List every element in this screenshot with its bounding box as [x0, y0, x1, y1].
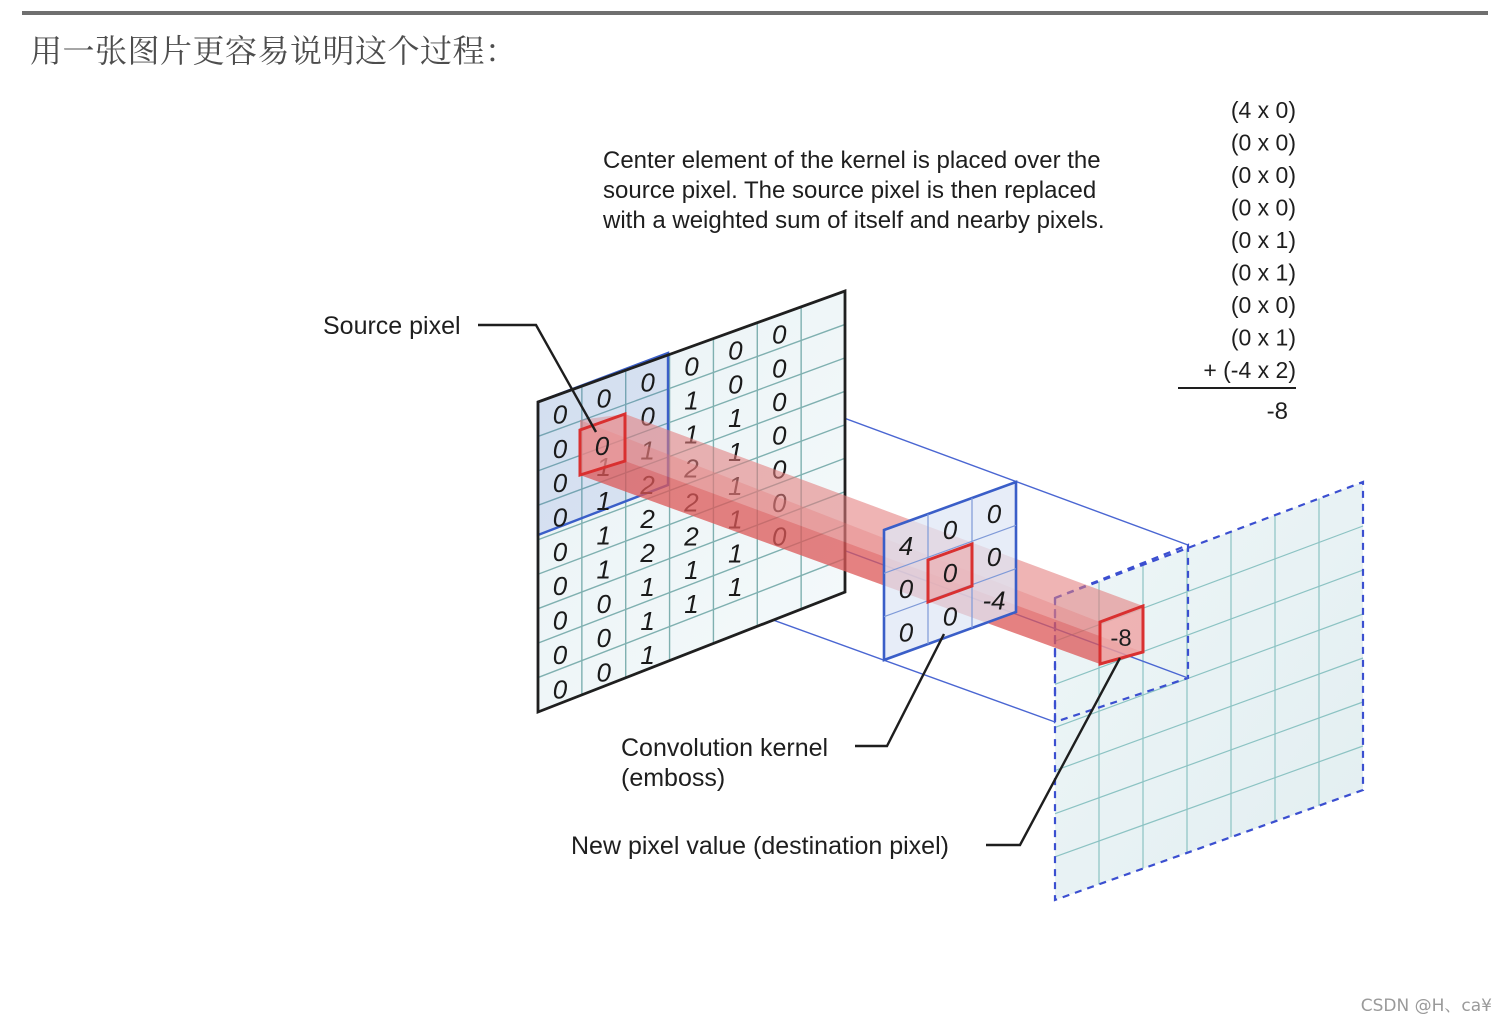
source-cell-value: 1	[728, 572, 743, 603]
source-pixel-label: Source pixel	[323, 312, 461, 340]
watermark: CSDN @H、ca¥	[1360, 996, 1492, 1016]
computation-result: -8	[1266, 398, 1288, 425]
kernel-cell-value: 0	[942, 601, 958, 632]
description-line: source pixel. The source pixel is then replaced	[603, 177, 1097, 204]
kernel-label-emboss: (emboss)	[621, 764, 726, 792]
kernel-cell-value: 0	[898, 574, 914, 605]
source-cell-value: 0	[771, 386, 787, 417]
source-cell-value: 0	[552, 536, 568, 567]
computation-term: (4 x 0)	[1230, 97, 1296, 123]
source-cell-value: 0	[771, 420, 787, 451]
source-cell-value: 0	[552, 571, 568, 602]
source-cell-value: 0	[728, 369, 743, 400]
description-line: with a weighted sum of itself and nearby pixels.	[603, 207, 1105, 234]
source-cell-value: 1	[684, 555, 699, 586]
convolution-kernel	[884, 482, 1016, 660]
source-cell-value: 0	[552, 605, 568, 636]
kernel-cell-value: 0	[942, 514, 958, 545]
source-cell-value: 0	[728, 335, 743, 366]
source-cell-value: 1	[684, 385, 699, 416]
source-pixel-value: 0	[594, 431, 610, 461]
source-cell-value: 0	[640, 401, 655, 432]
computation-term: (0 x 0)	[1230, 194, 1296, 221]
source-cell-value: 1	[684, 589, 699, 620]
computation-term: (0 x 0)	[1230, 162, 1296, 188]
source-cell-value: 1	[596, 554, 612, 585]
source-cell-value: 0	[552, 502, 568, 533]
source-cell-value: 1	[728, 437, 743, 468]
computation-term: (0 x 0)	[1230, 129, 1296, 156]
computation-term: (0 x 1)	[1230, 227, 1296, 253]
description-line: Center element of the kernel is placed over the	[603, 147, 1101, 174]
destination-pixel-value: -8	[1110, 625, 1132, 652]
kernel-cell-value: 0	[986, 542, 1002, 573]
source-cell-value: 0	[771, 319, 787, 350]
source-cell-value: 0	[771, 454, 787, 485]
source-cell-value: 0	[596, 588, 612, 619]
source-cell-value: 0	[771, 353, 787, 384]
source-cell-value: 1	[728, 538, 743, 569]
page-heading: 用一张图片更容易说明这个过程：	[30, 32, 518, 70]
computation-term: (0 x 0)	[1230, 292, 1296, 318]
source-cell-value: 2	[640, 503, 655, 534]
source-cell-value: 1	[596, 486, 612, 517]
source-cell-value: 0	[552, 674, 568, 705]
computation-column	[1203, 97, 1296, 383]
source-cell-value: 2	[640, 537, 655, 568]
kernel-cell-value: 4	[898, 530, 914, 561]
kernel-cell-value: 0	[986, 498, 1002, 529]
computation-term: (0 x 1)	[1230, 259, 1296, 286]
source-cell-value: 0	[596, 623, 612, 654]
source-cell-value: 0	[596, 657, 612, 688]
source-cell-value: 1	[596, 520, 612, 551]
kernel-label: Convolution kernel	[621, 734, 829, 762]
source-cell-value: 0	[640, 367, 655, 398]
description-text	[602, 147, 1105, 234]
source-cell-value: 2	[684, 521, 699, 552]
source-cell-value: 1	[640, 640, 655, 671]
source-cell-value: 0	[684, 351, 699, 382]
kernel-cell-value: 0	[942, 558, 958, 589]
new-pixel-label: New pixel value (destination pixel)	[571, 832, 949, 860]
kernel-cell-value: 0	[898, 617, 914, 648]
source-cell-value: 0	[552, 399, 568, 430]
source-cell-value: 1	[728, 403, 743, 434]
source-cell-value: 1	[640, 572, 655, 603]
source-cell-value: 0	[552, 433, 568, 464]
source-cell-value: 1	[684, 419, 699, 450]
source-cell-value: 0	[552, 639, 568, 670]
source-cell-value: 0	[596, 383, 612, 414]
source-cell-value: 0	[552, 468, 568, 499]
computation-term: + (-4 x 2)	[1203, 357, 1296, 383]
source-cell-value: 1	[640, 606, 655, 637]
kernel-cell-value: -4	[982, 585, 1006, 616]
computation-term: (0 x 1)	[1230, 324, 1296, 351]
